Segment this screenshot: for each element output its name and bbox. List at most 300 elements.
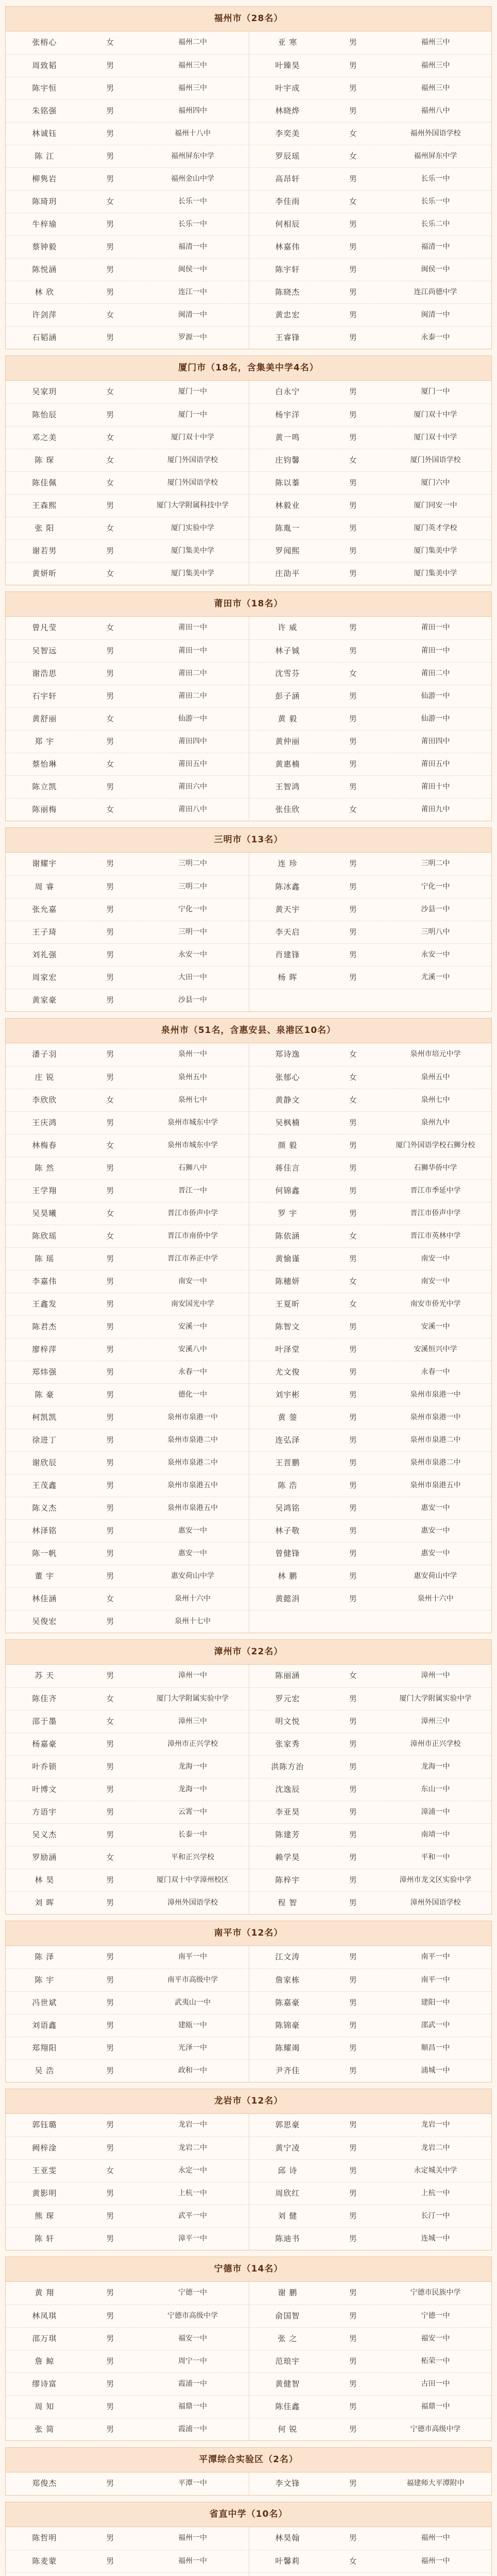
student-gender: 男 [106,2234,114,2243]
student-gender: 男 [349,2334,357,2343]
student-name: 张榕心 [32,38,57,47]
student-name: 程 智 [249,1892,327,1914]
student-school: 泉州市泉港五中 [167,1481,218,1489]
student-gender: 男 [349,1141,357,1150]
student-school: 南平一中 [421,1953,450,1961]
student-school: 仙游一中 [178,715,208,723]
student-name: 张 简 [35,2425,55,2434]
student-school: 惠安一中 [178,1527,208,1535]
student-name: 林嘉伟 [249,236,327,258]
student-row [6,1247,491,1270]
student-school: 闽清一中 [178,311,208,319]
student-gender: 男 [106,174,114,183]
student-name: 陈怡辰 [32,410,57,419]
student-name: 陈智文 [249,1316,327,1338]
student-gender: 男 [106,1785,114,1794]
region-header: 龙岩市（12名） [6,2089,491,2114]
student-school: 厦门英才学校 [414,524,457,532]
student-name: 林毅业 [249,495,327,517]
region-header: 莆田市（18名） [6,592,491,617]
student-gender: 女 [349,669,357,678]
student-school: 厦门大学附属实验中学 [157,1694,229,1703]
student-school [380,2573,491,2576]
student-name: 周致韬 [32,61,57,70]
student-gender: 男 [106,669,114,678]
student-gender: 男 [106,1975,114,1985]
student-gender: 男 [106,546,114,555]
empty-cell [326,989,380,1011]
student-gender: 男 [349,714,357,723]
student-gender: 男 [349,2479,357,2488]
region-section [5,2257,492,2441]
student-name: 谢耀宇 [32,859,57,868]
student-name: 吴枫楠 [249,1112,327,1134]
student-gender: 男 [106,2334,114,2343]
student-gender: 男 [349,2211,357,2221]
empty-cell [380,1611,491,1633]
student-row [6,381,491,403]
student-row [6,303,491,326]
student-school: 南安国光中学 [171,1300,215,1308]
student-row [6,921,491,943]
student-gender: 男 [106,2066,114,2075]
student-row [6,2327,491,2350]
student-school: 福清一中 [178,243,208,251]
student-name: 董 宇 [35,1571,55,1581]
student-school: 长乐一中 [421,175,450,183]
student-gender: 男 [349,859,357,868]
student-row [6,730,491,753]
student-gender: 男 [106,905,114,914]
student-gender: 男 [106,410,114,419]
student-name: 叶馨莉 [249,2550,327,2572]
student-row [6,54,491,77]
empty-cell [249,1611,327,1633]
student-school: 南安一中 [178,1277,208,1285]
student-row [6,898,491,921]
student-school: 石狮八中 [178,1164,208,1172]
region-header: 宁德市（14名） [6,2257,491,2282]
student-school: 漳州外国语学校 [167,1899,218,1907]
student-name: 周 知 [35,2402,55,2411]
student-school: 漳平一中 [178,2234,208,2243]
student-name: 柯凯凯 [32,1413,57,1422]
student-name: 陈 泽 [35,1952,55,1961]
student-gender: 男 [349,2402,357,2411]
student-gender: 女 [106,478,114,487]
student-row [6,1406,491,1429]
student-school: 漳州三中 [178,1717,208,1725]
student-row [6,2304,491,2327]
student-school: 莆田四中 [178,737,208,745]
student-school: 福安一中 [421,2334,450,2343]
student-name: 陈 豪 [35,1390,55,1399]
student-row [6,1991,491,2014]
student-name: 江文涛 [249,1946,327,1969]
student-school: 三明二中 [178,883,208,891]
student-gender: 男 [349,691,357,701]
empty-cell [249,989,327,1011]
student-name: 王学翔 [32,1186,57,1195]
student-school: 厦门一中 [178,387,208,396]
region-header: 南平市（12名） [6,1921,491,1946]
student-name: 苏 天 [35,1671,55,1680]
student-gender: 男 [106,2479,114,2488]
student-row [6,1315,491,1338]
student-gender: 男 [349,1526,357,1535]
student-name: 王茂鑫 [32,1481,57,1490]
student-name: 尹齐佳 [249,2060,327,2082]
student-name: 林子铖 [249,640,327,662]
student-name: 陈佳齐 [32,1694,57,1703]
student-row [6,2014,491,2037]
student-school: 龙海一中 [178,1785,208,1793]
student-school: 泉州市城东中学 [167,1141,218,1149]
student-school: 永春一中 [421,1368,450,1376]
student-school: 漳州市龙文区实验中学 [399,1876,472,1884]
student-school: 泉州市城东中学 [167,1118,218,1127]
student-row [6,2137,491,2159]
student-name: 陈欣瑶 [32,1231,57,1241]
student-name: 陈 轩 [35,2234,55,2243]
student-school: 龙海一中 [421,1762,450,1771]
student-name: 吴义杰 [32,1830,57,1839]
student-name: 缪诗富 [32,2379,57,2388]
student-school: 平和正兴学校 [171,1853,215,1861]
student-row [6,1610,491,1633]
student-school: 惠安荷山中学 [414,1572,457,1580]
student-gender: 男 [106,1413,114,1422]
student-school: 永定一中 [178,2166,208,2175]
student-name: 林晓烨 [249,100,327,122]
student-school: 福州一中 [421,2534,450,2542]
student-gender: 女 [106,1853,114,1862]
student-name: 吴 浩 [35,2066,55,2075]
student-name: 叶乔锁 [32,1762,57,1771]
empty-cell [326,1611,380,1633]
student-school: 晋江市季延中学 [410,1187,461,1195]
student-row [6,2159,491,2182]
student-gender: 男 [349,1435,357,1445]
student-school: 漳浦一中 [421,1808,450,1816]
student-name: 林泽铭 [32,1526,57,1535]
student-row [6,1710,491,1733]
student-gender: 男 [106,995,114,1005]
student-row [6,875,491,898]
student-name: 黄 蓥 [249,1406,327,1429]
student-row [6,1157,491,1179]
student-gender: 男 [106,2021,114,2030]
student-name: 张 之 [249,2328,327,2350]
student-school: 晋江市侨声中学 [167,1209,218,1217]
student-name: 王睿锋 [249,327,327,349]
student-school: 平潭一中 [178,2479,208,2487]
student-row [6,1587,491,1610]
student-gender: 男 [106,2357,114,2366]
student-name: 陈 宇 [35,1975,55,1985]
region-header: 平潭综合实验区（2名） [6,2448,491,2472]
student-name: 陈建芳 [249,1824,327,1846]
student-row [6,1823,491,1846]
student-name: 刘语鑫 [32,2021,57,2030]
student-gender: 男 [349,523,357,533]
student-school: 漳州市正兴学校 [410,1740,461,1748]
student-name: 连 珍 [249,853,327,875]
student-name: 黄一鸣 [249,427,327,449]
student-school: 福州外国语学校 [410,129,461,138]
student-row [6,2282,491,2304]
region-section [5,6,492,349]
student-school: 厦门六中 [421,479,450,487]
student-school: 仙游一中 [421,715,450,723]
student-name: 郭思豪 [249,2114,327,2137]
student-gender: 男 [106,1739,114,1749]
student-name: 陈 江 [35,151,55,161]
student-gender: 男 [349,1998,357,2007]
student-row [6,326,491,349]
student-school: 福州三中 [178,84,208,92]
student-row [6,1497,491,1519]
student-gender: 男 [349,38,357,47]
student-row [6,31,491,54]
student-name: 洪陈方治 [249,1756,327,1778]
student-school: 福州二中 [178,38,208,46]
region-section [5,2447,492,2496]
student-school: 晋江市养正中学 [167,1255,218,1263]
student-name: 许剑萍 [32,310,57,319]
student-name: 林佳涵 [32,1594,57,1603]
student-gender: 男 [106,1807,114,1817]
student-row [6,1565,491,1587]
student-gender: 女 [349,1299,357,1309]
student-name: 王森熙 [32,501,57,510]
student-gender: 男 [349,1717,357,1726]
student-school: 龙岩二中 [178,2144,208,2152]
student-school: 宁德市高级中学 [167,2312,218,2320]
student-name: 黄妍昕 [32,569,57,578]
student-gender: 男 [349,1413,357,1422]
region-section [5,827,492,1012]
student-gender: 男 [106,1073,114,1082]
student-school: 福州三中 [421,38,450,46]
student-gender: 男 [349,1594,357,1603]
student-school: 闽侯一中 [178,265,208,274]
student-school: 南安市侨光中学 [410,1300,461,1308]
student-row [6,517,491,539]
student-school: 泉州一中 [178,1050,208,1058]
student-row [6,471,491,494]
student-gender: 女 [349,1073,357,1082]
student-gender: 男 [349,174,357,183]
student-name: 杨宇洋 [249,404,327,426]
student-school: 仙游一中 [421,692,450,700]
student-name [6,2573,83,2576]
student-school: 泉州十六中 [417,1595,454,1603]
student-gender: 男 [349,737,357,746]
student-row [6,1202,491,1225]
student-school: 泉州五中 [178,1073,208,1081]
student-name: 阙梓淦 [32,2143,57,2153]
student-row [6,943,491,966]
student-school: 三明二中 [178,859,208,868]
student-name: 吴昊曦 [32,1209,57,1218]
student-name: 陈迪书 [249,2228,327,2250]
student-school: 莆田二中 [178,692,208,700]
student-gender: 男 [349,1853,357,1862]
student-name: 黄愉谨 [249,1248,327,1270]
student-school: 霞浦一中 [178,2380,208,2388]
student-school: 泉州市泉港一中 [410,1391,461,1399]
student-school: 惠安一中 [421,1504,450,1512]
student-school: 厦门外国语学校 [167,456,218,464]
student-gender: 男 [106,2143,114,2153]
student-gender: 男 [106,1458,114,1467]
student-gender: 男 [106,333,114,342]
student-school: 南安一中 [421,1255,450,1263]
student-gender: 男 [349,310,357,319]
student-gender: 男 [349,478,357,487]
student-name: 罗元宏 [249,1688,327,1710]
student-name: 连弘泽 [249,1429,327,1451]
student-name: 牛梓瑜 [32,219,57,229]
student-row [6,1969,491,1991]
student-gender: 男 [106,1617,114,1626]
student-name: 尤文俊 [249,1361,327,1383]
student-row [6,1293,491,1315]
student-name: 罗辰瑶 [249,145,327,167]
student-gender: 男 [106,782,114,791]
student-school: 宁化一中 [178,905,208,913]
region-section [5,2502,492,2576]
student-name: 石宇轩 [32,691,57,701]
student-school: 永定城关中学 [414,2166,457,2175]
student-school: 莆田一中 [421,647,450,655]
student-gender: 男 [349,2533,357,2543]
student-school: 长汀一中 [421,2212,450,2220]
student-gender: 女 [106,1095,114,1105]
student-gender: 男 [349,1952,357,1961]
student-gender: 男 [106,1049,114,1059]
student-row [6,1451,491,1474]
student-school: 莆田二中 [421,669,450,677]
student-gender: 女 [349,455,357,465]
student-gender: 男 [349,106,357,115]
student-gender: 男 [349,1807,357,1817]
student-gender: 男 [349,219,357,229]
student-school: 顺昌一中 [421,2044,450,2052]
student-school: 平和一中 [421,1853,450,1861]
student-school: 福州三中 [421,84,450,92]
student-gender: 女 [106,1231,114,1241]
student-row [6,1270,491,1293]
student-row [6,1429,491,1451]
student-name: 陈立凯 [32,782,57,791]
student-school: 福州屏东中学 [171,152,215,160]
student-gender: 男 [349,501,357,510]
student-school: 德化一中 [178,1391,208,1399]
student-name: 王亚雯 [32,2166,57,2175]
student-school: 泉州市泉港二中 [410,1436,461,1444]
student-school: 福安一中 [178,2334,208,2343]
student-row [6,2059,491,2082]
student-gender: 男 [349,1739,357,1749]
student-name: 陈 浩 [249,1475,327,1497]
region-section [5,1639,492,1914]
student-gender: 女 [106,759,114,769]
student-school: 泉州市泉港二中 [410,1459,461,1467]
student-school: 霞浦一中 [178,2425,208,2433]
student-row [6,77,491,99]
student-gender: 男 [349,387,357,396]
student-name: 许 威 [249,617,327,639]
student-row [6,798,491,821]
student-school: 泉州市泉港二中 [167,1436,218,1444]
student-name: 黄懿涓 [249,1588,327,1610]
student-gender: 男 [349,265,357,274]
student-gender: 女 [106,623,114,632]
region-header: 福州市（28名） [6,7,491,31]
student-school: 福州三中 [421,61,450,70]
student-name: 王庆鸿 [32,1118,57,1127]
student-gender: 女 [349,1049,357,1059]
student-name: 郑 宇 [35,737,55,746]
student-name: 刘礼强 [32,950,57,959]
student-gender: 男 [349,1785,357,1794]
student-name: 林 昊 [35,1875,55,1885]
student-row [6,145,491,167]
student-name: 谢 鹏 [249,2282,327,2304]
student-school: 漳州三中 [421,1717,450,1725]
student-row [6,1891,491,1914]
student-school: 南安一中 [421,1277,450,1285]
student-name: 陈一帆 [32,1549,57,1558]
student-school: 东山一中 [421,1785,450,1793]
student-row [6,662,491,685]
student-gender: 男 [106,1277,114,1286]
student-school: 莆田五中 [178,760,208,768]
student-school: 龙岩二中 [421,2144,450,2152]
student-name: 蔡怡琳 [32,759,57,769]
student-school: 惠安一中 [421,1549,450,1557]
student-name: 林诚钰 [32,129,57,138]
student-school: 福州四中 [178,107,208,115]
student-school: 厦门集美中学 [171,569,215,578]
student-row [6,1383,491,1406]
student-school: 厦门双十中学 [414,411,457,419]
student-gender: 男 [349,1571,357,1581]
student-school: 晋江一中 [178,1187,208,1195]
student-name: 李天启 [249,921,327,943]
student-gender: 男 [106,2556,114,2566]
student-row [6,1089,491,1111]
student-name: 李欣欣 [32,1095,57,1105]
student-row [6,190,491,213]
student-gender: 男 [349,2021,357,2030]
student-name: 吴家玥 [32,387,57,396]
student-school: 福州金山中学 [171,175,215,183]
student-gender: 男 [349,1186,357,1195]
student-name: 郭钰璐 [32,2120,57,2129]
student-name: 沈逸辰 [249,1778,327,1801]
student-gender: 男 [106,1503,114,1513]
student-school: 福鼎一中 [178,2402,208,2411]
student-name: 颜 毅 [249,1134,327,1157]
region-section [5,1921,492,2082]
student-row [6,122,491,145]
student-gender: 男 [106,1571,114,1581]
student-school: 三明八中 [421,928,450,936]
student-name: 庄劭平 [249,563,327,585]
